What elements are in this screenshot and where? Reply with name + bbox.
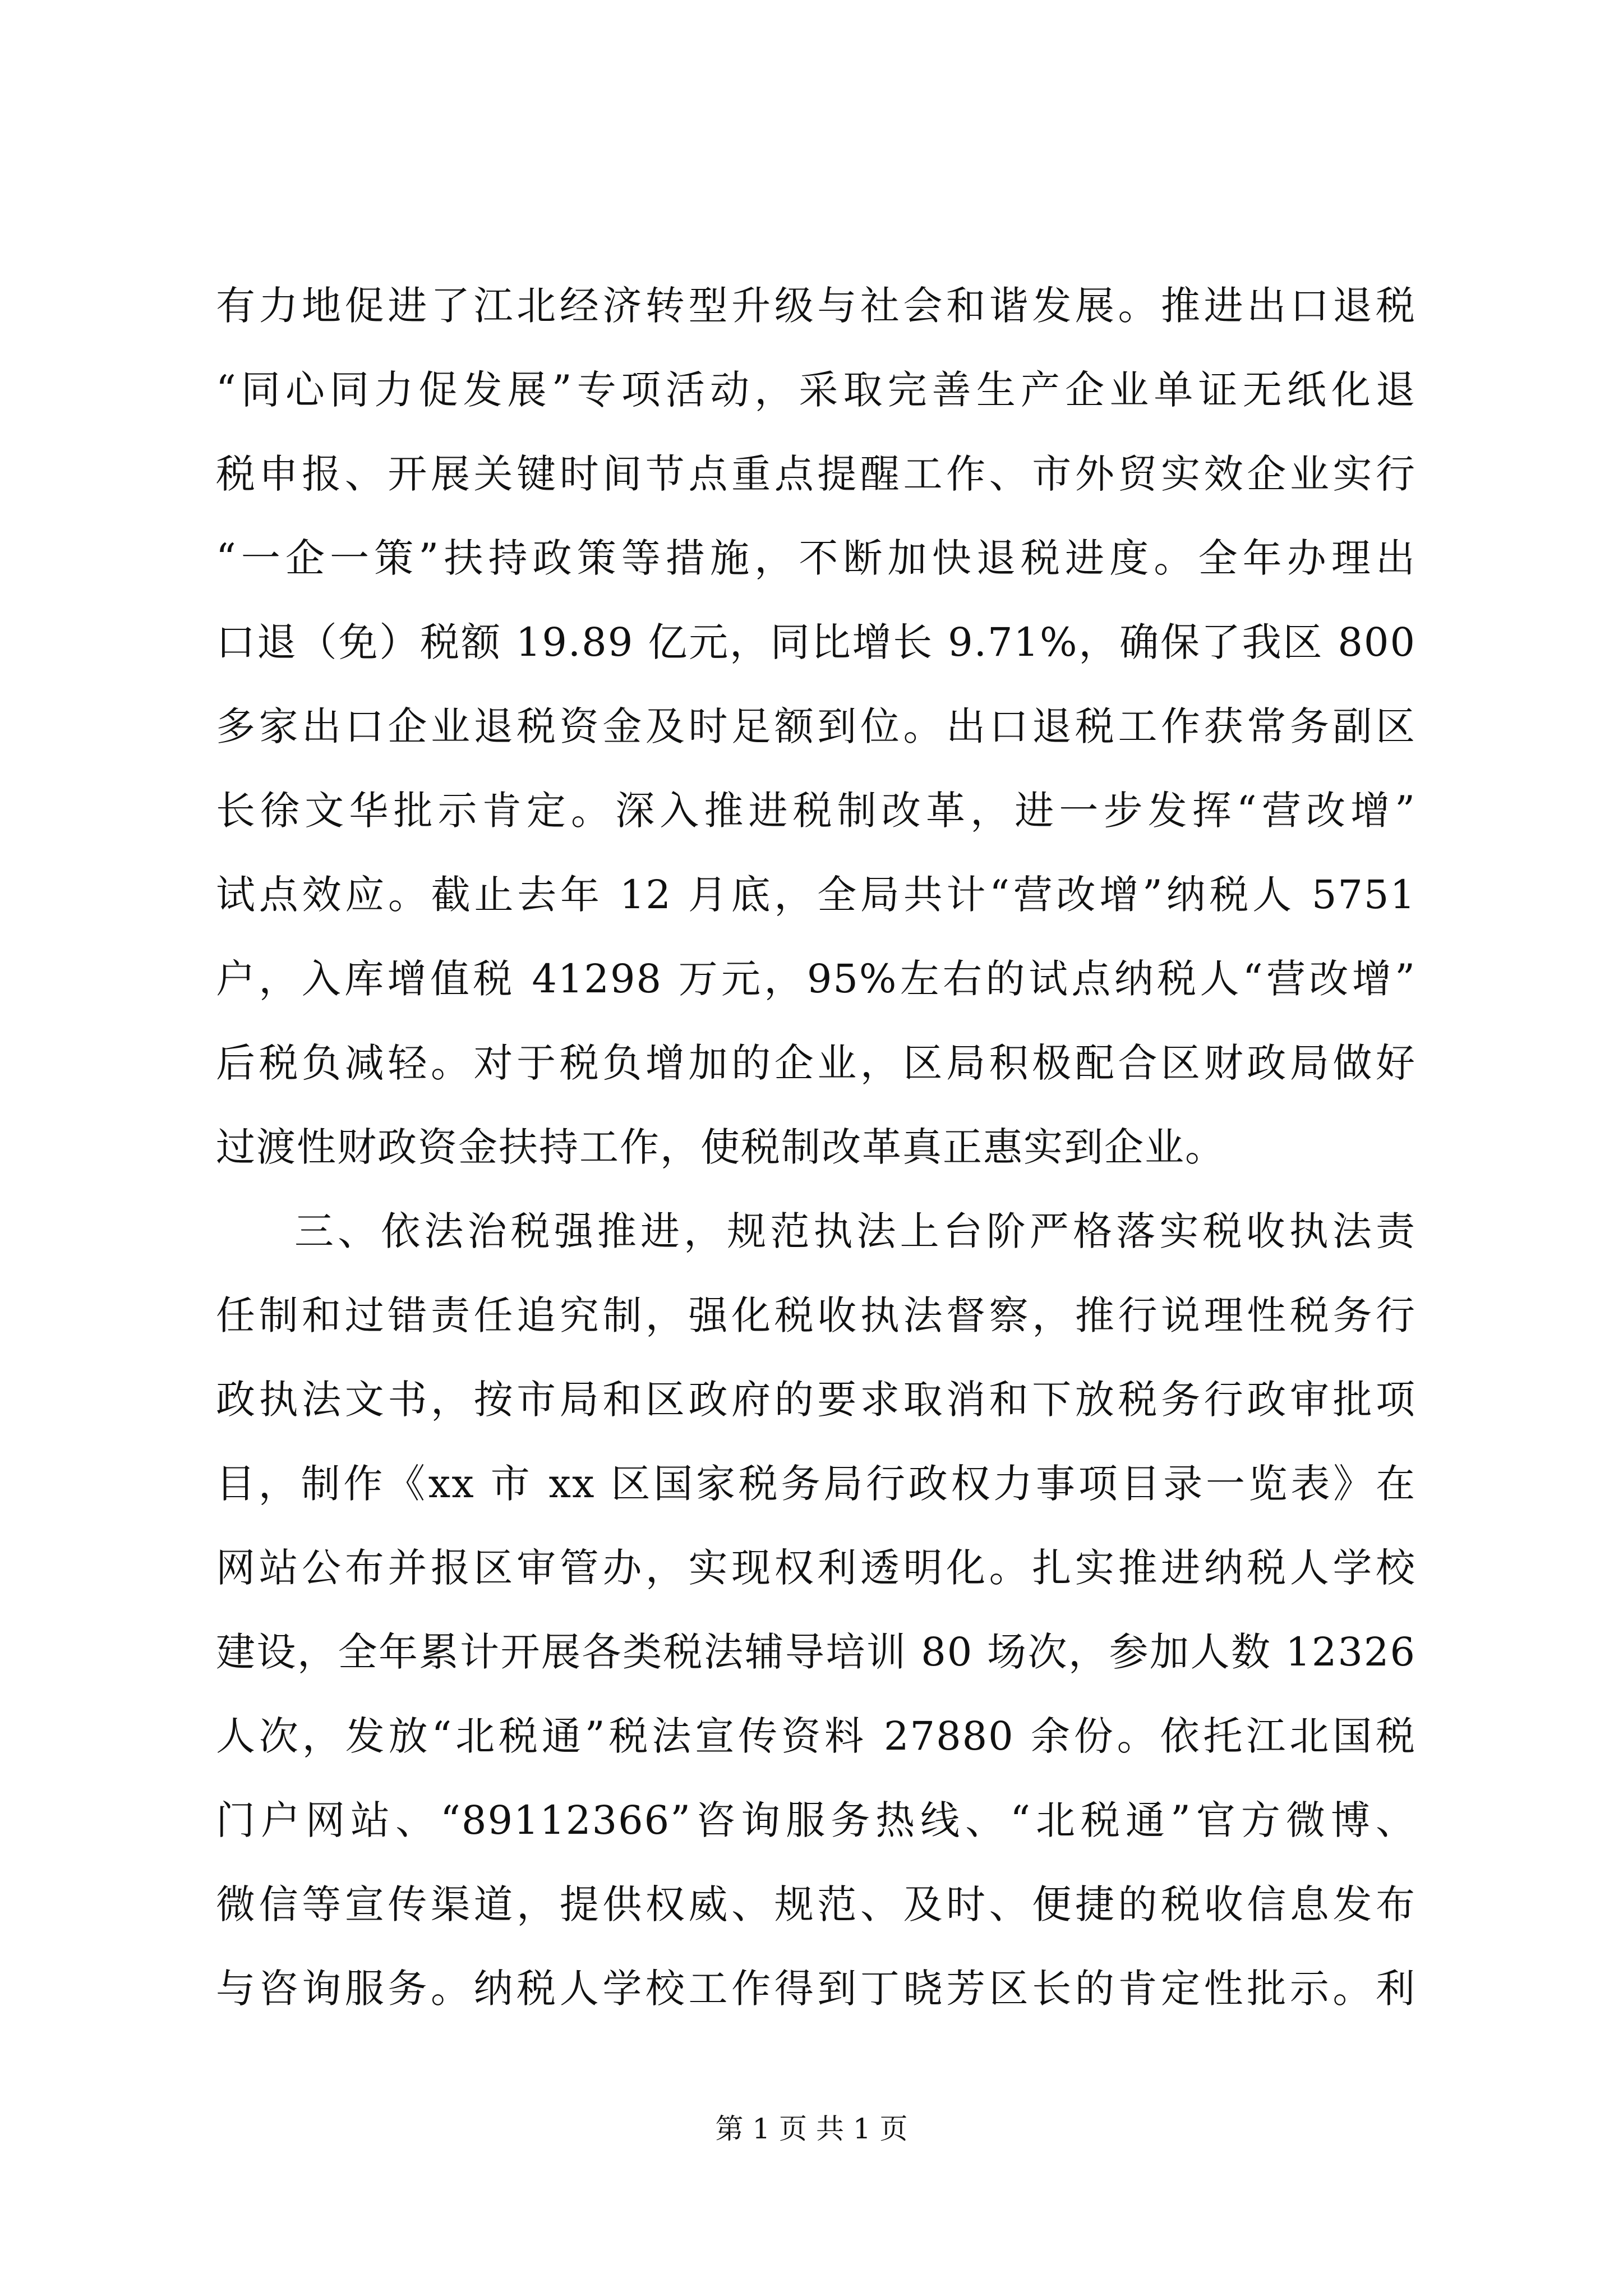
text-line: “同心同力促发展”专项活动，采取完善生产企业单证无纸化退 (216, 367, 1416, 413)
text-line: 长徐文华批示肯定。深入推进税制改革，进一步发挥“营改增” (216, 788, 1416, 834)
text-line: 微信等宣传渠道，提供权威、规范、及时、便捷的税收信息发布 (216, 1881, 1416, 1927)
text-line: 门户网站、“89112366”咨询服务热线、“北税通”官方微博、 (216, 1797, 1416, 1843)
text-line: 政执法文书，按市局和区政府的要求取消和下放税务行政审批项 (216, 1377, 1416, 1423)
text-line: 目，制作《xx 市 xx 区国家税务局行政权力事项目录一览表》在 (216, 1461, 1416, 1507)
text-line: “一企一策”扶持政策等措施，不断加快退税进度。全年办理出 (216, 535, 1416, 581)
page-footer (0, 2109, 1623, 2148)
text-line: 后税负减轻。对于税负增加的企业，区局积极配合区财政局做好 (216, 1040, 1416, 1086)
text-line: 人次，发放“北税通”税法宣传资料 27880 余份。依托江北国税 (216, 1713, 1416, 1759)
text-line: 过渡性财政资金扶持工作，使税制改革真正惠实到企业。 (216, 1124, 1225, 1170)
text-line: 网站公布并报区审管办，实现权利透明化。扎实推进纳税人学校 (216, 1545, 1416, 1591)
text-line: 与咨询服务。纳税人学校工作得到丁晓芳区长的肯定性批示。利 (216, 1966, 1416, 2012)
text-line: 户，入库增值税 41298 万元，95%左右的试点纳税人“营改增” (216, 956, 1416, 1002)
text-line: 任制和过错责任追究制，强化税收执法督察，推行说理性税务行 (216, 1292, 1416, 1338)
text-line: 三、依法治税强推进，规范执法上台阶严格落实税收执法责 (294, 1208, 1416, 1254)
paragraph-1 (216, 264, 1416, 1189)
text-line: 税申报、开展关键时间节点重点提醒工作、市外贸实效企业实行 (216, 451, 1416, 497)
page-number-label: 第 1 页 共 1 页 (715, 2113, 908, 2145)
text-line: 口退（免）税额 19.89 亿元，同比增长 9.71%，确保了我区 800 (216, 619, 1416, 665)
text-line: 多家出口企业退税资金及时足额到位。出口退税工作获常务副区 (216, 703, 1416, 749)
text-line: 建设，全年累计开展各类税法辅导培训 80 场次，参加人数 12326 (216, 1629, 1416, 1675)
text-line: 有力地促进了江北经济转型升级与社会和谐发展。推进出口退税 (216, 283, 1416, 329)
paragraph-2 (216, 1189, 1416, 2031)
text-line: 试点效应。截止去年 12 月底，全局共计“营改增”纳税人 5751 (216, 872, 1416, 918)
document-body (216, 264, 1416, 2031)
